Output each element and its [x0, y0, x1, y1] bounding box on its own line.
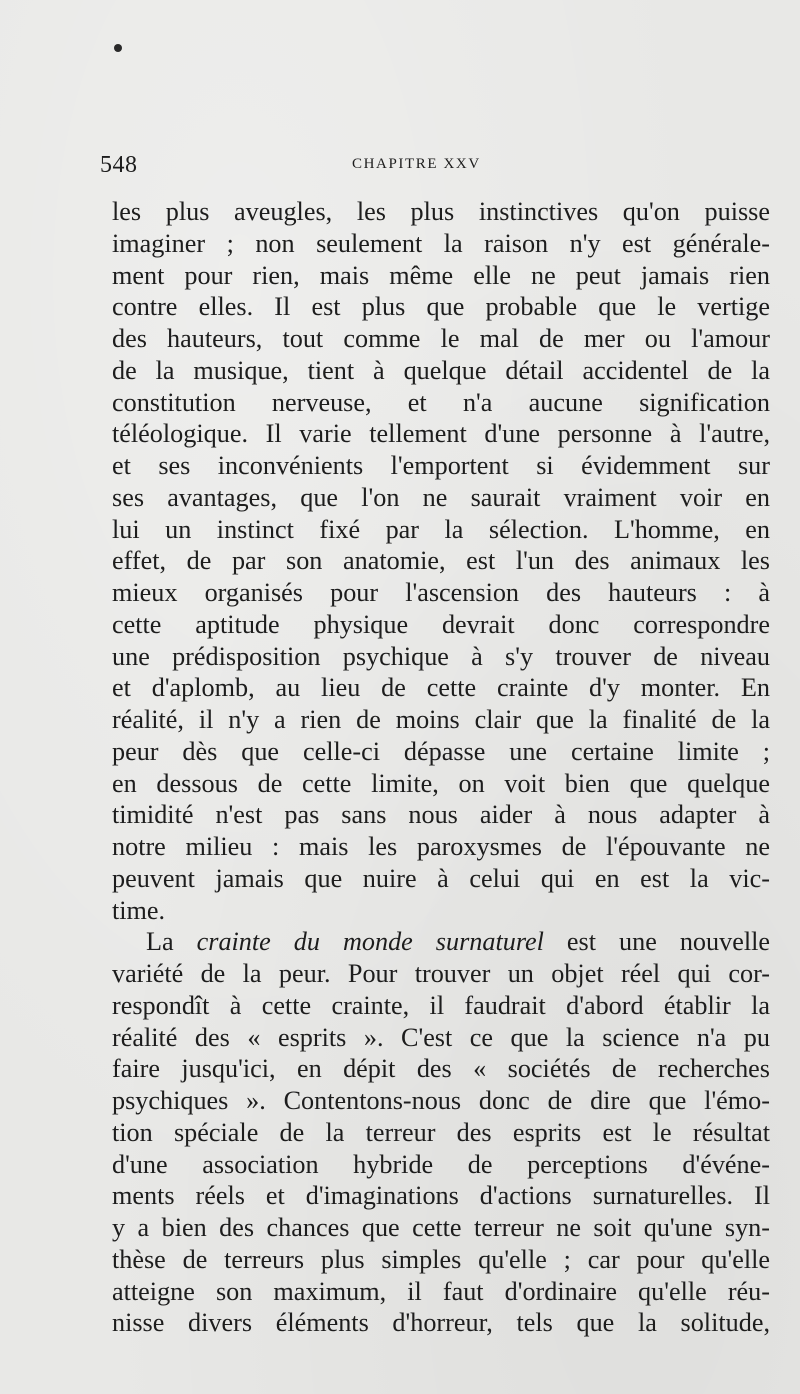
text-line: lui un instinct fixé par la sélection. L'homme, en — [112, 514, 770, 544]
text-line: de la musique, tient à quelque détail accidentel de la — [112, 355, 770, 385]
text-line: mieux organisés pour l'ascension des hauteurs : à — [112, 578, 770, 607]
text-line: tion spéciale de la terreur des esprits est le résultat — [112, 1117, 770, 1147]
text-line: une prédisposition psychique à s'y trouver de niveau — [112, 641, 770, 671]
page-header — [100, 152, 768, 182]
opening-text: La — [146, 927, 197, 957]
text-line: time. — [112, 895, 166, 925]
paragraph-opening-line — [112, 926, 770, 958]
text-line: d'une association hybride de perceptions d'événe- — [112, 1149, 770, 1179]
text-line: atteigne son maximum, il faut d'ordinaire qu'elle réu- — [112, 1276, 770, 1306]
text-line: thèse de terreurs plus simples qu'elle ; car pour qu'elle — [112, 1244, 770, 1274]
text-line: cette aptitude physique devrait donc correspondre — [112, 609, 770, 639]
body-text — [112, 196, 770, 1339]
text-line: en dessous de cette limite, on voit bien que quelque — [112, 768, 770, 798]
text-line: variété de la peur. Pour trouver un objet réel qui cor- — [112, 959, 770, 988]
text-line: ments réels et d'imaginations d'actions surnaturelles. Il — [112, 1181, 770, 1211]
text-line: constitution nerveuse, et n'a aucune signification — [112, 387, 770, 417]
text-line: contre elles. Il est plus que probable que le vertige — [112, 292, 770, 322]
text-line: imaginer ; non seulement la raison n'y est générale- — [112, 228, 770, 258]
ink-dot — [114, 44, 122, 52]
running-title: CHAPITRE XXV — [352, 156, 481, 172]
text-line: réalité des « esprits ». C'est ce que la science n'a pu — [112, 1022, 770, 1052]
text-line: peuvent jamais que nuire à celui qui en est la vic- — [112, 863, 770, 893]
opening-text-continued: est une nouvelle — [543, 927, 770, 957]
text-line: respondît à cette crainte, il faudrait d'abord établir la — [112, 990, 770, 1020]
page-number: 548 — [100, 152, 138, 178]
text-line: nisse divers éléments d'horreur, tels que la solitude, — [112, 1308, 770, 1338]
text-line: timidité n'est pas sans nous aider à nous adapter à — [112, 800, 770, 830]
italic-phrase: crainte du monde surnaturel — [196, 927, 544, 957]
text-line: ment pour rien, mais même elle ne peut jamais rien — [112, 260, 770, 290]
text-line: peur dès que celle-ci dépasse une certaine limite ; — [112, 736, 770, 766]
text-line: psychiques ». Contentons-nous donc de dire que l'émo- — [112, 1086, 770, 1115]
text-line: notre milieu : mais les paroxysmes de l'épouvante ne — [112, 832, 770, 861]
text-line: et d'aplomb, au lieu de cette crainte d'y monter. En — [112, 673, 770, 703]
text-line: les plus aveugles, les plus instinctives qu'on puisse — [112, 197, 770, 226]
text-line: et ses inconvénients l'emportent si évidemment sur — [112, 451, 770, 480]
text-line: des hauteurs, tout comme le mal de mer ou l'amour — [112, 324, 770, 353]
text-line: effet, de par son anatomie, est l'un des animaux les — [112, 546, 770, 576]
text-line: y a bien des chances que cette terreur ne soit qu'une syn- — [112, 1213, 770, 1242]
text-line: réalité, il n'y a rien de moins clair que la finalité de la — [112, 705, 770, 734]
text-line: ses avantages, que l'on ne saurait vraiment voir en — [112, 482, 770, 512]
text-line: faire jusqu'ici, en dépit des « sociétés de recherches — [112, 1054, 770, 1084]
text-line: téléologique. Il varie tellement d'une personne à l'autre, — [112, 419, 770, 449]
